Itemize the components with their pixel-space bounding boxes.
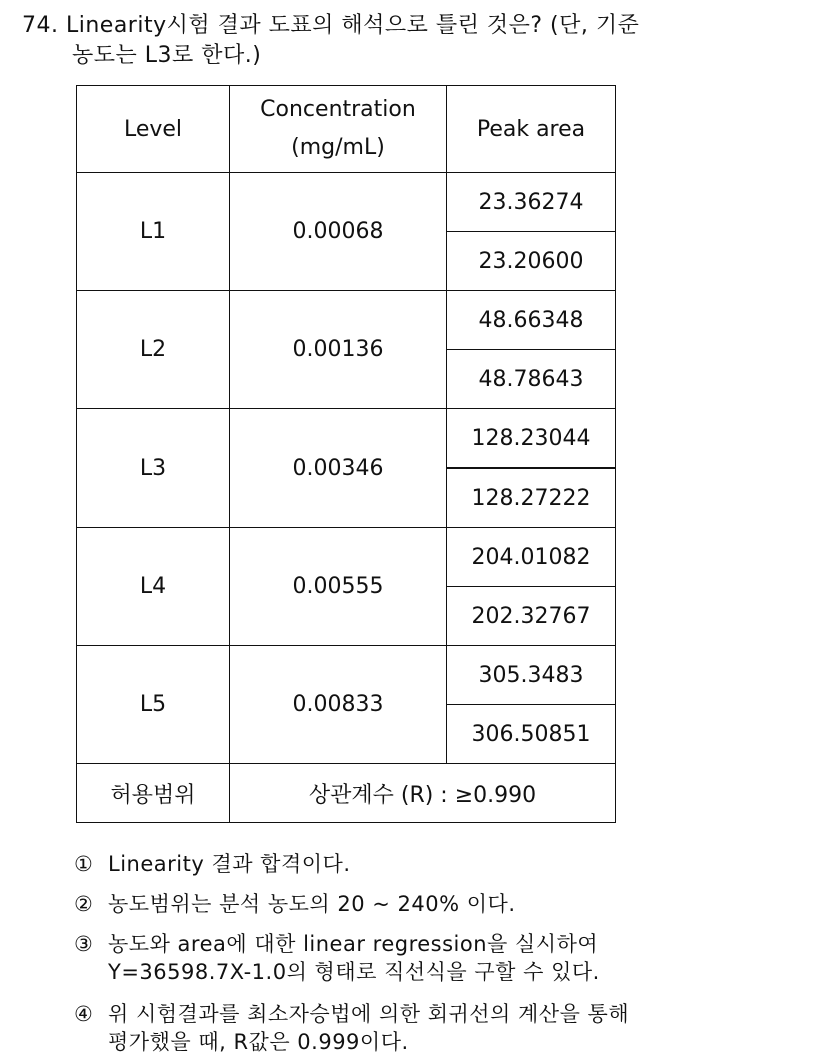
concentration-cell: 0.00833 <box>230 646 447 764</box>
acceptance-label-cell: 허용범위 <box>77 764 230 823</box>
option-text: 위 시험결과를 최소자승법에 의한 회귀선의 계산을 통해 <box>108 1002 630 1026</box>
answer-option-4[interactable] <box>74 1000 629 1056</box>
level-cell: L1 <box>77 173 230 291</box>
peak-area-cell: 23.36274 <box>447 173 616 232</box>
option-number: ① <box>74 852 94 876</box>
answer-option-2[interactable] <box>74 888 516 918</box>
level-cell: L4 <box>77 528 230 646</box>
option-text: Linearity 결과 합격이다. <box>108 852 351 876</box>
table-header-row <box>77 86 616 173</box>
option-text-continued: 평가했을 때, R값은 0.999이다. <box>108 1030 409 1054</box>
table-row <box>77 291 616 350</box>
answer-option-3[interactable] <box>74 930 600 986</box>
acceptance-value-cell: 상관계수 (R) : ≥0.990 <box>230 764 616 823</box>
question-text-line2: 농도는 L3로 한다.) <box>72 43 262 68</box>
question-text-line1: 74. Linearity시험 결과 도표의 해석으로 틀린 것은? (단, 기준 <box>22 13 640 38</box>
peak-area-cell: 305.3483 <box>447 646 616 705</box>
peak-area-cell: 23.20600 <box>447 232 616 291</box>
concentration-cell: 0.00068 <box>230 173 447 291</box>
peak-area-cell: 306.50851 <box>447 705 616 764</box>
level-cell: L2 <box>77 291 230 409</box>
header-concentration-label: Concentration <box>260 97 416 122</box>
table-row <box>77 528 616 587</box>
table-footer-row <box>77 764 616 823</box>
option-text-continued: Y=36598.7X-1.0의 형태로 직선식을 구할 수 있다. <box>108 960 600 984</box>
table-row <box>77 173 616 232</box>
table-row <box>77 409 616 469</box>
peak-area-cell: 202.32767 <box>447 587 616 646</box>
peak-area-cell: 128.27222 <box>447 468 616 528</box>
linearity-table <box>76 85 616 823</box>
table-row <box>77 646 616 705</box>
concentration-cell: 0.00555 <box>230 528 447 646</box>
concentration-cell: 0.00136 <box>230 291 447 409</box>
concentration-cell: 0.00346 <box>230 409 447 528</box>
header-concentration-unit: (mg/mL) <box>291 135 385 160</box>
answer-option-1[interactable] <box>74 848 351 878</box>
level-cell: L5 <box>77 646 230 764</box>
option-text: 농도범위는 분석 농도의 20 ~ 240% 이다. <box>108 892 516 916</box>
level-cell: L3 <box>77 409 230 528</box>
header-level: Level <box>77 86 230 173</box>
peak-area-cell: 48.66348 <box>447 291 616 350</box>
peak-area-cell: 48.78643 <box>447 350 616 409</box>
peak-area-cell: 204.01082 <box>447 528 616 587</box>
option-number: ③ <box>74 932 94 956</box>
option-text: 농도와 area에 대한 linear regression을 실시하여 <box>108 932 599 956</box>
header-concentration <box>230 86 447 173</box>
header-peak-area: Peak area <box>447 86 616 173</box>
peak-area-cell: 128.23044 <box>447 409 616 469</box>
option-number: ② <box>74 892 94 916</box>
option-number: ④ <box>74 1002 94 1026</box>
